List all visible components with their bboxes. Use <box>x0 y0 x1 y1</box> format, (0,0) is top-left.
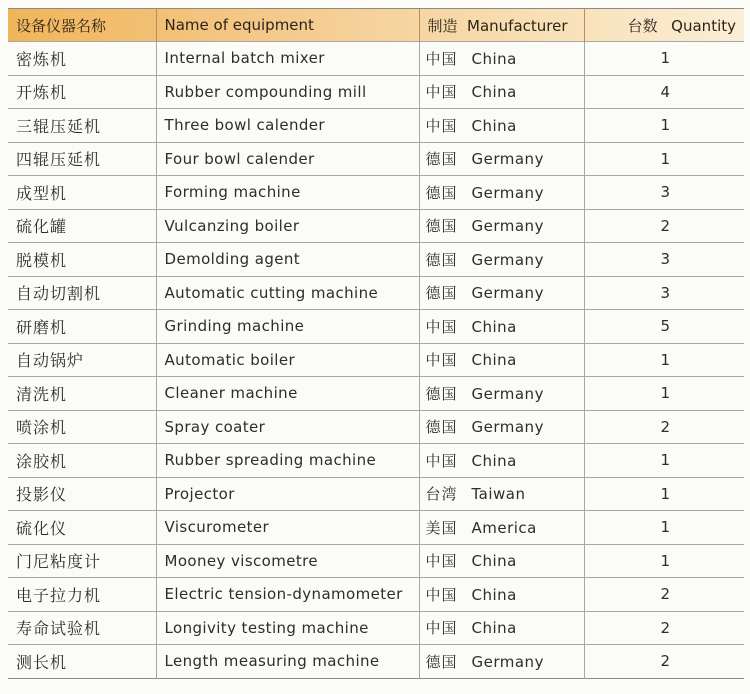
manufacturer-cn: 德国 <box>425 652 458 671</box>
equipment-name-en: Cleaner machine <box>156 377 419 411</box>
manufacturer-cn: 中国 <box>425 116 458 135</box>
manufacturer-cell <box>419 209 584 243</box>
equipment-name-cn: 成型机 <box>8 176 156 210</box>
manufacturer-cell <box>419 578 584 612</box>
quantity: 2 <box>584 645 744 679</box>
manufacturer-cell <box>419 42 584 76</box>
table-row <box>8 544 744 578</box>
manufacturer-en: Germany <box>471 418 544 437</box>
table-row <box>8 477 744 511</box>
equipment-name-cn: 脱模机 <box>8 243 156 277</box>
quantity: 4 <box>584 75 744 109</box>
table-row <box>8 276 744 310</box>
quantity: 2 <box>584 578 744 612</box>
equipment-name-cn: 喷涂机 <box>8 410 156 444</box>
manufacturer-en: Germany <box>471 217 544 236</box>
equipment-table <box>8 8 744 679</box>
equipment-name-cn: 投影仪 <box>8 477 156 511</box>
table-row <box>8 176 744 210</box>
equipment-name-cn: 开炼机 <box>8 75 156 109</box>
equipment-name-cn: 自动锅炉 <box>8 343 156 377</box>
manufacturer-cell <box>419 142 584 176</box>
equipment-name-en: Internal batch mixer <box>156 42 419 76</box>
equipment-name-cn: 测长机 <box>8 645 156 679</box>
table-row <box>8 209 744 243</box>
equipment-name-en: Mooney viscometre <box>156 544 419 578</box>
quantity: 2 <box>584 209 744 243</box>
manufacturer-cell <box>419 645 584 679</box>
header-name-cn: 设备仪器名称 <box>8 9 156 42</box>
table-row <box>8 310 744 344</box>
manufacturer-en: China <box>471 116 517 135</box>
table-row <box>8 377 744 411</box>
quantity: 1 <box>584 343 744 377</box>
equipment-name-cn: 寿命试验机 <box>8 611 156 645</box>
equipment-name-cn: 硫化罐 <box>8 209 156 243</box>
table-row <box>8 511 744 545</box>
header-row <box>8 9 744 42</box>
equipment-name-cn: 四辊压延机 <box>8 142 156 176</box>
manufacturer-cell <box>419 276 584 310</box>
table-row <box>8 343 744 377</box>
quantity: 2 <box>584 410 744 444</box>
equipment-name-cn: 研磨机 <box>8 310 156 344</box>
table-row <box>8 142 744 176</box>
manufacturer-en: China <box>471 585 517 604</box>
table-header <box>8 9 744 42</box>
table-row <box>8 444 744 478</box>
equipment-name-en: Vulcanzing boiler <box>156 209 419 243</box>
manufacturer-cn: 德国 <box>425 384 458 403</box>
equipment-name-cn: 三辊压延机 <box>8 109 156 143</box>
manufacturer-cn: 美国 <box>425 518 458 537</box>
manufacturer-cn: 德国 <box>425 284 458 303</box>
equipment-name-en: Length measuring machine <box>156 645 419 679</box>
quantity: 2 <box>584 611 744 645</box>
manufacturer-cell <box>419 444 584 478</box>
quantity: 5 <box>584 310 744 344</box>
manufacturer-cn: 中国 <box>425 451 458 470</box>
manufacturer-cell <box>419 75 584 109</box>
manufacturer-cn: 中国 <box>425 619 458 638</box>
manufacturer-cn: 中国 <box>425 552 458 571</box>
quantity: 1 <box>584 377 744 411</box>
manufacturer-en: China <box>471 619 517 638</box>
table-body <box>8 42 744 679</box>
equipment-name-en: Automatic cutting machine <box>156 276 419 310</box>
manufacturer-cell <box>419 410 584 444</box>
manufacturer-en: China <box>471 83 517 102</box>
manufacturer-cn: 德国 <box>425 418 458 437</box>
equipment-name-en: Projector <box>156 477 419 511</box>
equipment-name-en: Rubber compounding mill <box>156 75 419 109</box>
table-row <box>8 243 744 277</box>
equipment-name-cn: 电子拉力机 <box>8 578 156 612</box>
equipment-name-en: Viscurometer <box>156 511 419 545</box>
manufacturer-en: Germany <box>471 284 544 303</box>
manufacturer-cn: 中国 <box>425 83 458 102</box>
table-row <box>8 42 744 76</box>
manufacturer-en: Germany <box>471 183 544 202</box>
table-row <box>8 645 744 679</box>
manufacturer-cell <box>419 310 584 344</box>
manufacturer-en: Taiwan <box>471 485 526 504</box>
manufacturer-en: China <box>471 317 517 336</box>
quantity: 1 <box>584 544 744 578</box>
manufacturer-en: China <box>471 451 517 470</box>
equipment-name-en: Grinding machine <box>156 310 419 344</box>
quantity: 3 <box>584 176 744 210</box>
quantity: 1 <box>584 142 744 176</box>
quantity: 1 <box>584 477 744 511</box>
quantity: 1 <box>584 511 744 545</box>
equipment-name-cn: 清洗机 <box>8 377 156 411</box>
equipment-name-en: Rubber spreading machine <box>156 444 419 478</box>
quantity: 1 <box>584 444 744 478</box>
equipment-name-en: Four bowl calender <box>156 142 419 176</box>
equipment-name-en: Three bowl calender <box>156 109 419 143</box>
manufacturer-cell <box>419 377 584 411</box>
manufacturer-cell <box>419 176 584 210</box>
manufacturer-cell <box>419 343 584 377</box>
equipment-name-cn: 涂胶机 <box>8 444 156 478</box>
equipment-name-en: Automatic boiler <box>156 343 419 377</box>
manufacturer-cell <box>419 544 584 578</box>
manufacturer-en: America <box>471 518 537 537</box>
manufacturer-cn: 德国 <box>425 250 458 269</box>
equipment-name-cn: 门尼粘度计 <box>8 544 156 578</box>
manufacturer-en: China <box>471 552 517 571</box>
manufacturer-en: Germany <box>471 384 544 403</box>
header-name-en: Name of equipment <box>156 9 419 42</box>
manufacturer-cn: 中国 <box>425 585 458 604</box>
equipment-name-cn: 硫化仪 <box>8 511 156 545</box>
table-row <box>8 611 744 645</box>
quantity: 3 <box>584 243 744 277</box>
quantity: 3 <box>584 276 744 310</box>
manufacturer-cn: 德国 <box>425 217 458 236</box>
equipment-name-en: Electric tension-dynamometer <box>156 578 419 612</box>
quantity: 1 <box>584 109 744 143</box>
table-row <box>8 410 744 444</box>
manufacturer-en: China <box>471 49 517 68</box>
header-quantity: 台数 Quantity <box>627 16 736 35</box>
equipment-name-en: Spray coater <box>156 410 419 444</box>
manufacturer-cell <box>419 611 584 645</box>
header-manufacturer: 制造 Manufacturer <box>419 9 584 42</box>
manufacturer-cn: 中国 <box>425 317 458 336</box>
table-row <box>8 109 744 143</box>
manufacturer-cn: 台湾 <box>425 485 458 504</box>
manufacturer-en: Germany <box>471 652 544 671</box>
table-row <box>8 578 744 612</box>
manufacturer-cell <box>419 511 584 545</box>
manufacturer-cn: 中国 <box>425 49 458 68</box>
table-row <box>8 75 744 109</box>
quantity: 1 <box>584 42 744 76</box>
equipment-name-en: Forming machine <box>156 176 419 210</box>
equipment-name-en: Demolding agent <box>156 243 419 277</box>
manufacturer-cell <box>419 109 584 143</box>
manufacturer-cn: 德国 <box>425 183 458 202</box>
manufacturer-en: Germany <box>471 150 544 169</box>
equipment-name-cn: 自动切割机 <box>8 276 156 310</box>
manufacturer-en: China <box>471 351 517 370</box>
manufacturer-cell <box>419 243 584 277</box>
equipment-name-cn: 密炼机 <box>8 42 156 76</box>
equipment-name-en: Longivity testing machine <box>156 611 419 645</box>
manufacturer-en: Germany <box>471 250 544 269</box>
manufacturer-cn: 中国 <box>425 351 458 370</box>
manufacturer-cn: 德国 <box>425 150 458 169</box>
manufacturer-cell <box>419 477 584 511</box>
